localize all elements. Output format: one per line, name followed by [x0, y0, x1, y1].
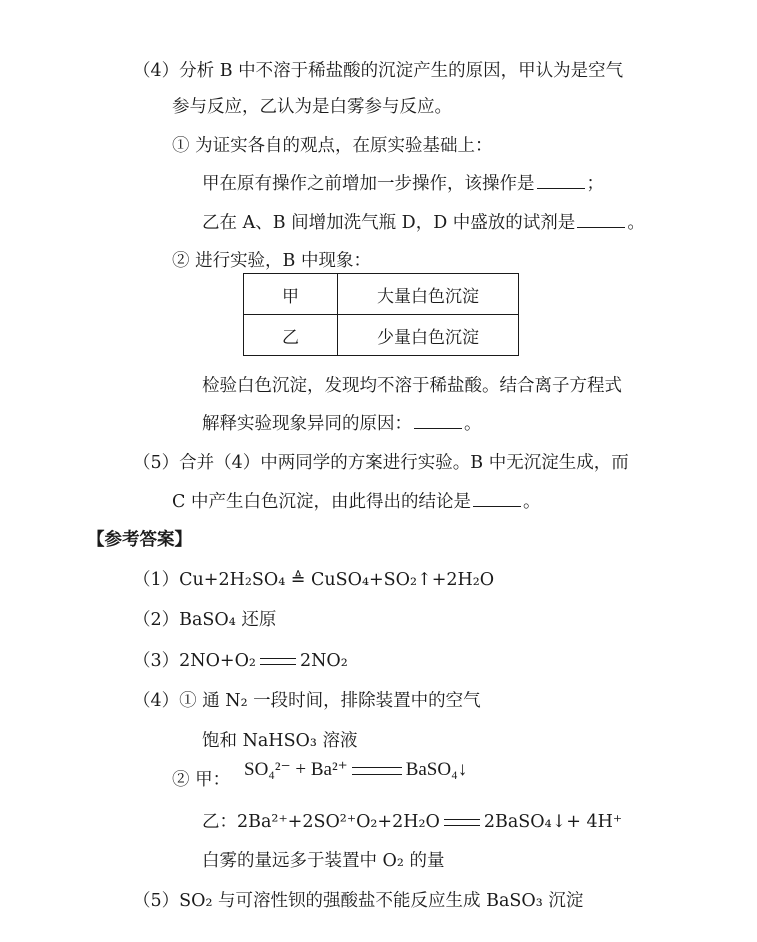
q4-line2: 参与反应，乙认为是白雾参与反应。 — [172, 97, 452, 117]
answer-3-right: 2NO₂ — [299, 651, 348, 671]
q4-after-line1: 检验白色沉淀，发现均不溶于稀盐酸。结合离子方程式 — [202, 376, 622, 396]
q5-line1: （5）合并（4）中两同学的方案进行实验。B 中无沉淀生成，而 — [133, 453, 629, 473]
q4-sub1-a-text: 甲在原有操作之前增加一步操作，该操作是 — [202, 174, 535, 194]
answer-1: （1）Cu+2H₂SO₄ ≜ CuSO₄+SO₂↑+2H₂O — [133, 570, 495, 590]
q5-line2-text: C 中产生白色沉淀，由此得出的结论是 — [172, 492, 471, 512]
table-cell-observation: 少量白色沉淀 — [338, 315, 519, 356]
equals-sign — [352, 767, 402, 775]
answer-5: （5）SO₂ 与可溶性钡的强酸盐不能反应生成 BaSO₃ 沉淀 — [133, 891, 584, 911]
answer-blank — [577, 213, 625, 228]
q4-line1: （4）分析 B 中不溶于稀盐酸的沉淀产生的原因，甲认为是空气 — [133, 61, 624, 81]
q4-sub1-a — [202, 172, 604, 196]
observation-table — [243, 273, 519, 356]
equation-lhs: SO₄²⁻ + Ba²⁺ — [244, 759, 348, 780]
table-cell-who: 乙 — [244, 315, 338, 356]
answer-2: （2）BaSO₄ 还原 — [133, 610, 277, 630]
equals-sign — [260, 658, 296, 665]
answer-heading: 【参考答案】 — [87, 530, 192, 550]
table-row — [244, 315, 519, 356]
q4-after-line2-text: 解释实验现象异同的原因： — [202, 414, 412, 434]
answer-4-2: 饱和 NaHSO₃ 溶液 — [202, 731, 358, 751]
answer-4-4-right: 2BaSO₄↓+ 4H⁺ — [483, 812, 623, 832]
table-cell-who: 甲 — [244, 274, 338, 315]
equals-sign — [444, 819, 480, 826]
q4-after-line2-end: 。 — [464, 414, 482, 434]
answer-4-3-label: ② 甲： — [172, 770, 231, 790]
q4-sub1-heading: ① 为证实各自的观点，在原实验基础上： — [172, 136, 493, 156]
q5-line2-end: 。 — [522, 492, 541, 512]
table-cell-observation: 大量白色沉淀 — [338, 274, 519, 315]
answer-4-5: 白雾的量远多于装置中 O₂ 的量 — [202, 851, 445, 871]
q4-sub1-b-end: 。 — [627, 213, 645, 233]
answer-3 — [133, 649, 348, 673]
answer-4-1: （4）① 通 N₂ 一段时间，排除装置中的空气 — [133, 691, 481, 711]
answer-blank — [414, 414, 462, 429]
q4-after-line2 — [202, 412, 482, 436]
equation-rhs: BaSO₄↓ — [405, 759, 468, 780]
answer-3-left: （3）2NO+O₂ — [133, 651, 256, 671]
answer-4-4-left: 乙：2Ba²⁺+2SO²⁺O₂+2H₂O — [202, 812, 440, 832]
answer-4-3-equation — [244, 758, 467, 781]
q4-sub1-a-end: ； — [586, 174, 604, 194]
q4-sub1-b — [202, 211, 645, 235]
answer-blank — [537, 174, 585, 189]
q4-sub1-b-text: 乙在 A、B 间增加洗气瓶 D，D 中盛放的试剂是 — [202, 213, 576, 233]
answer-blank — [473, 492, 521, 507]
answer-4-4 — [202, 810, 622, 834]
q4-sub2-heading: ② 进行实验，B 中现象： — [172, 251, 371, 271]
q5-line2 — [172, 490, 540, 514]
table-row — [244, 274, 519, 315]
